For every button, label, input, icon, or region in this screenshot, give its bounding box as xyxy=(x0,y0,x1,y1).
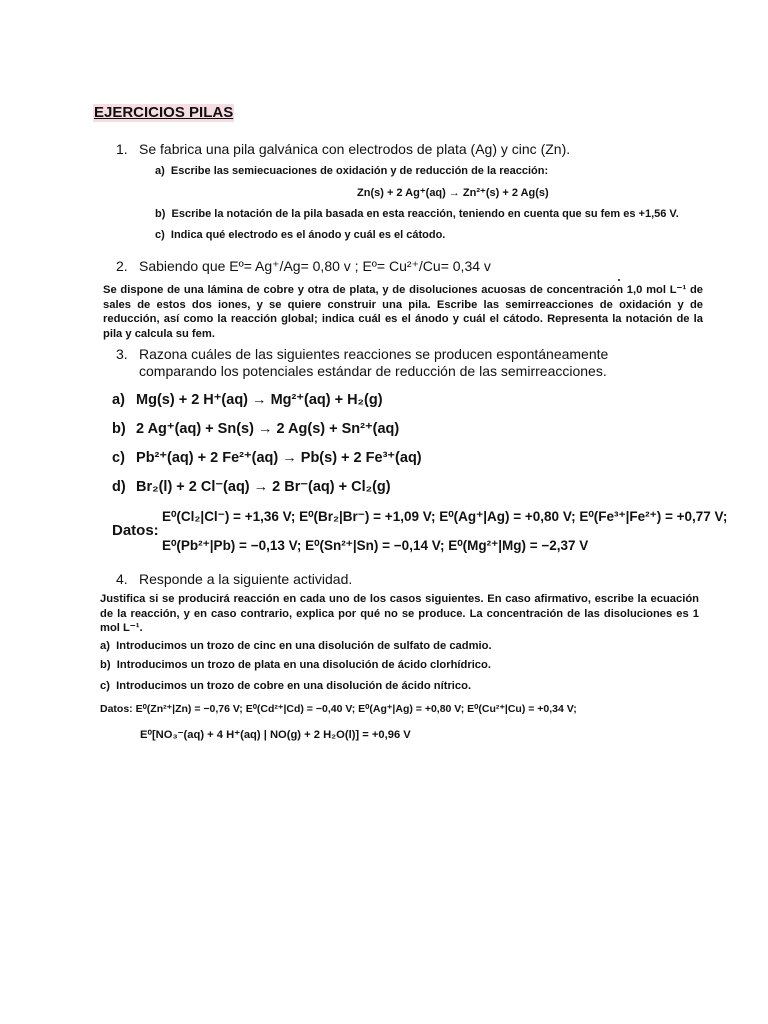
stray-dot xyxy=(618,279,620,281)
reaction-label: d) xyxy=(112,479,126,495)
q4-part-b: b) Introducimos un trozo de plata en una disolución de ácido clorhídrico. xyxy=(100,659,491,671)
reaction-label: c) xyxy=(112,450,125,466)
q4-part-a: a) Introducimos un trozo de cinc en una disolución de sulfato de cadmio. xyxy=(100,640,492,652)
question-4-text: Responde a la siguiente actividad. xyxy=(139,571,353,587)
question-2 xyxy=(0,258,768,275)
q4-paragraph: Justifica si se producirá reacción en cada uno de los casos siguientes. En caso afirmativo, escribe la ecuación de la reacción, y en caso contrario, explica por qué no se produce. La concentración de las disoluciones es 1 mol L⁻¹. xyxy=(100,593,699,634)
datos-line-1: E⁰(Cl₂|Cl⁻) = +1,36 V; E⁰(Br₂|Br⁻) = +1,09 V; E⁰(Ag⁺|Ag) = +0,80 V; E⁰(Fe³⁺|Fe²⁺) = +0,77 V; xyxy=(162,509,728,524)
reaction-equation: Br₂(l) + 2 Cl⁻(aq) → 2 Br⁻(aq) + Cl₂(g) xyxy=(136,479,391,495)
reaction-a xyxy=(112,391,383,409)
question-4 xyxy=(0,571,768,588)
q2-paragraph: Se dispone de una lámina de cobre y otra de plata, y de disoluciones acuosas de concentración 1,0 mol L⁻¹ de sales de estos dos iones, y se quiere construir una pila. Escribe las semirreacciones de oxidación y de reducción, así como la reacción global; indica cuál es el ánodo y cuál el cátodo. Representa la notación de la pila y calcula su fem. xyxy=(103,284,703,340)
datos-line-2: E⁰(Pb²⁺|Pb) = −0,13 V; E⁰(Sn²⁺|Sn) = −0,14 V; E⁰(Mg²⁺|Mg) = −2,37 V xyxy=(162,538,589,553)
question-3-text-line2: comparando los potenciales estándar de reducción de las semirreacciones. xyxy=(139,363,607,379)
question-2-text: Sabiendo que Eº= Ag⁺/Ag= 0,80 v ; Eº= Cu²⁺/Cu= 0,34 v xyxy=(139,258,491,274)
question-3-number: 3. xyxy=(116,346,128,362)
reaction-equation: Mg(s) + 2 H⁺(aq) → Mg²⁺(aq) + H₂(g) xyxy=(136,392,383,408)
reaction-b xyxy=(112,420,399,438)
question-1 xyxy=(0,141,768,158)
question-3 xyxy=(0,346,768,363)
q4-datos-line-2: E⁰[NO₃⁻(aq) + 4 H⁺(aq) | NO(g) + 2 H₂O(l)] = +0,96 V xyxy=(140,729,411,741)
q1-equation: Zn(s) + 2 Ag⁺(aq) → Zn²⁺(s) + 2 Ag(s) xyxy=(357,187,549,199)
reaction-label: b) xyxy=(112,421,126,437)
page-title: EJERCICIOS PILAS xyxy=(94,104,234,121)
q4-datos: Datos: E⁰(Zn²⁺|Zn) = −0,76 V; E⁰(Cd²⁺|Cd) = −0,40 V; E⁰(Ag⁺|Ag) = +0,80 V; E⁰(Cu²⁺|Cu) = +0,34 V; xyxy=(100,703,577,715)
question-1-text: Se fabrica una pila galvánica con electrodos de plata (Ag) y cinc (Zn). xyxy=(139,141,571,157)
question-2-number: 2. xyxy=(116,258,128,274)
question-3-text-line1: Razona cuáles de las siguientes reacciones se producen espontáneamente xyxy=(139,346,609,362)
q1-part-a: a) Escribe las semiecuaciones de oxidación y de reducción de la reacción: xyxy=(155,165,549,177)
question-4-number: 4. xyxy=(116,571,128,587)
q1-part-c: c) Indica qué electrodo es el ánodo y cuál es el cátodo. xyxy=(155,229,446,241)
q4-part-c: c) Introducimos un trozo de cobre en una disolución de ácido nítrico. xyxy=(100,680,472,692)
question-1-number: 1. xyxy=(116,141,128,157)
q1-part-b: b) Escribe la notación de la pila basada en esta reacción, teniendo en cuenta que su fem es +1,56 V. xyxy=(155,208,679,220)
reaction-equation: Pb²⁺(aq) + 2 Fe²⁺(aq) → Pb(s) + 2 Fe³⁺(aq) xyxy=(136,450,422,466)
reaction-d xyxy=(112,478,391,496)
reaction-c xyxy=(112,449,422,467)
reaction-equation: 2 Ag⁺(aq) + Sn(s) → 2 Ag(s) + Sn²⁺(aq) xyxy=(136,421,400,437)
reaction-label: a) xyxy=(112,392,125,408)
datos-label: Datos: xyxy=(112,522,159,539)
